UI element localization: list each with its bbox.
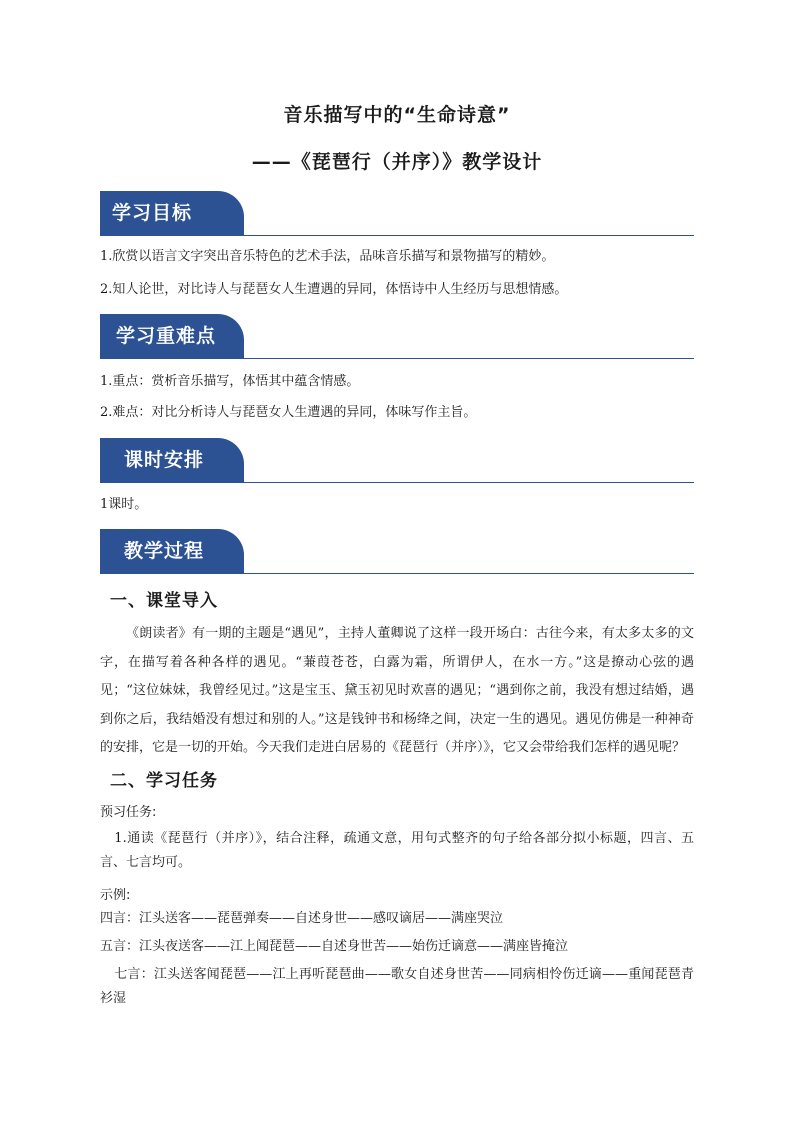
task-1-text: 1.通读《琵琶行（并序）》，结合注释，疏通文意，用句式整齐的句子给各部分拟小标题，四言、五言、七言均可。 <box>100 831 694 870</box>
schedule-text: 1课时。 <box>100 497 148 512</box>
subsection-title-intro: 一、课堂导入 <box>110 591 218 611</box>
section-rule-goals <box>100 235 694 236</box>
example-four-character: 四言：江头送客——琵琶弹奏——自述身世——感叹谪居——满座哭泣 <box>100 911 504 926</box>
preview-task-label: 预习任务: <box>100 805 157 820</box>
subsection-title-tasks: 二、学习任务 <box>110 771 218 791</box>
goal-item-2: 2.知人论世，对比诗人与琵琶女人生遭遇的异同，体悟诗中人生经历与思想情感。 <box>100 282 568 297</box>
section-heading-process: 教学过程 <box>100 529 244 573</box>
key-point-item-2: 2.难点：对比分析诗人与琵琶女人生遭遇的异同，体味写作主旨。 <box>100 405 477 420</box>
section-rule-key-points <box>100 358 694 359</box>
intro-paragraph: 《朗读者》有一期的主题是“遇见”，主持人董卿说了这样一段开场白：古往今来，有太多太多的文字，在描写着各种各样的遇见。“蒹葭苍苍，白露为霜，所谓伊人，在水一方。”这是撩动心弦的遇见；“这位妹妹，我曾经见过。”这是宝玉、黛玉初见时欢喜的遇见；“遇到你之前，我没有想过结婚，遇到你之后，我结婚没有想过和别的人。”这是钱钟书和杨绛之间，决定一生的遇见。遇见仿佛是一种神奇的安排，它是一切的开始。今天我们走进白居易的《琵琶行（并序）》，它又会带给我们怎样的遇见呢？ <box>100 626 694 755</box>
section-heading-key-points: 学习重难点 <box>100 314 244 358</box>
section-rule-process <box>100 573 694 574</box>
example-seven-character: 七言：江头送客闻琵琶——江上再听琵琶曲——歌女自述身世苦——同病相怜伤迁谪——重闻琵琶青衫湿 <box>100 967 694 1006</box>
section-rule-schedule <box>100 482 694 483</box>
goal-item-1: 1.欣赏以语言文字突出音乐特色的艺术手法，品味音乐描写和景物描写的精妙。 <box>100 249 555 264</box>
example-five-character: 五言：江头夜送客——江上闻琵琶——自述身世苦——始伤迁谪意——满座皆掩泣 <box>100 939 569 954</box>
example-label: 示例: <box>100 888 131 903</box>
document-title: 音乐描写中的“生命诗意” <box>283 104 511 126</box>
key-point-item-1: 1.重点：赏析音乐描写，体悟其中蕴含情感。 <box>100 374 360 389</box>
section-heading-goals: 学习目标 <box>100 191 244 235</box>
document-subtitle: ——《琵琶行（并序）》教学设计 <box>251 151 543 173</box>
section-heading-schedule: 课时安排 <box>100 438 244 482</box>
